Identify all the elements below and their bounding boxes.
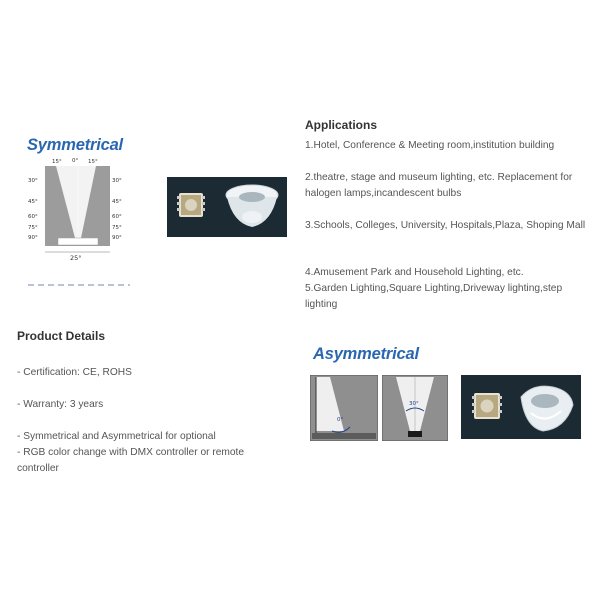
product-detail-optical-option: - Symmetrical and Asymmetrical for optional <box>17 431 216 442</box>
sym-angle-left-60: 60° <box>28 214 38 220</box>
sym-angle-top-center: 0° <box>72 158 79 164</box>
sym-angle-left-75: 75° <box>28 225 38 231</box>
product-detail-warranty: - Warranty: 3 years <box>17 399 104 410</box>
sym-angle-right-75: 75° <box>112 225 122 231</box>
asymmetrical-title: Asymmetrical <box>313 345 419 363</box>
application-item-1: 1.Hotel, Conference & Meeting room,institution building <box>305 140 555 151</box>
asym-angle-left: 0° <box>337 417 344 423</box>
sym-angle-bottom: 25° <box>70 254 82 262</box>
asym-led-chip-photo <box>461 375 513 439</box>
asymmetrical-beam-diagram-left <box>310 375 378 441</box>
application-item-3: 3.Schools, Colleges, University, Hospitals,Plaza, Shoping Mall <box>305 220 586 231</box>
application-item-2: 2.theatre, stage and museum lighting, etc. Replacement for halogen lamps,incandescent bulbs <box>305 172 573 199</box>
sym-angle-right-30: 30° <box>112 178 122 184</box>
sym-angle-right-45: 45° <box>112 199 122 205</box>
product-detail-rgb-control: - RGB color change with DMX controller or remote controller <box>17 447 245 474</box>
sym-angle-right-90: 90° <box>112 235 122 241</box>
product-details-heading: Product Details <box>17 329 106 343</box>
sym-angle-top-left: 15° <box>52 159 62 165</box>
sym-angle-right-60: 60° <box>112 214 122 220</box>
symmetrical-beam-diagram <box>20 158 150 288</box>
sym-angle-left-45: 45° <box>28 199 38 205</box>
sym-lens-photo <box>217 177 287 237</box>
asymmetrical-beam-diagram-right <box>382 375 448 441</box>
cut-off-label-fragment <box>30 281 135 284</box>
symmetrical-title: Symmetrical <box>27 136 123 154</box>
sym-angle-left-90: 90° <box>28 235 38 241</box>
application-item-5: 5.Garden Lighting,Square Lighting,Driveway lighting,step lighting <box>305 283 563 310</box>
application-item-4: 4.Amusement Park and Household Lighting, etc. <box>305 267 524 278</box>
applications-heading: Applications <box>305 118 378 132</box>
asym-lens-photo <box>513 375 581 439</box>
product-detail-certification: - Certification: CE, ROHS <box>17 367 132 378</box>
sym-angle-left-30: 30° <box>28 178 38 184</box>
sym-angle-top-right: 15° <box>88 159 98 165</box>
asym-angle-right: 30° <box>409 401 419 407</box>
led-chip-photo <box>167 177 217 237</box>
